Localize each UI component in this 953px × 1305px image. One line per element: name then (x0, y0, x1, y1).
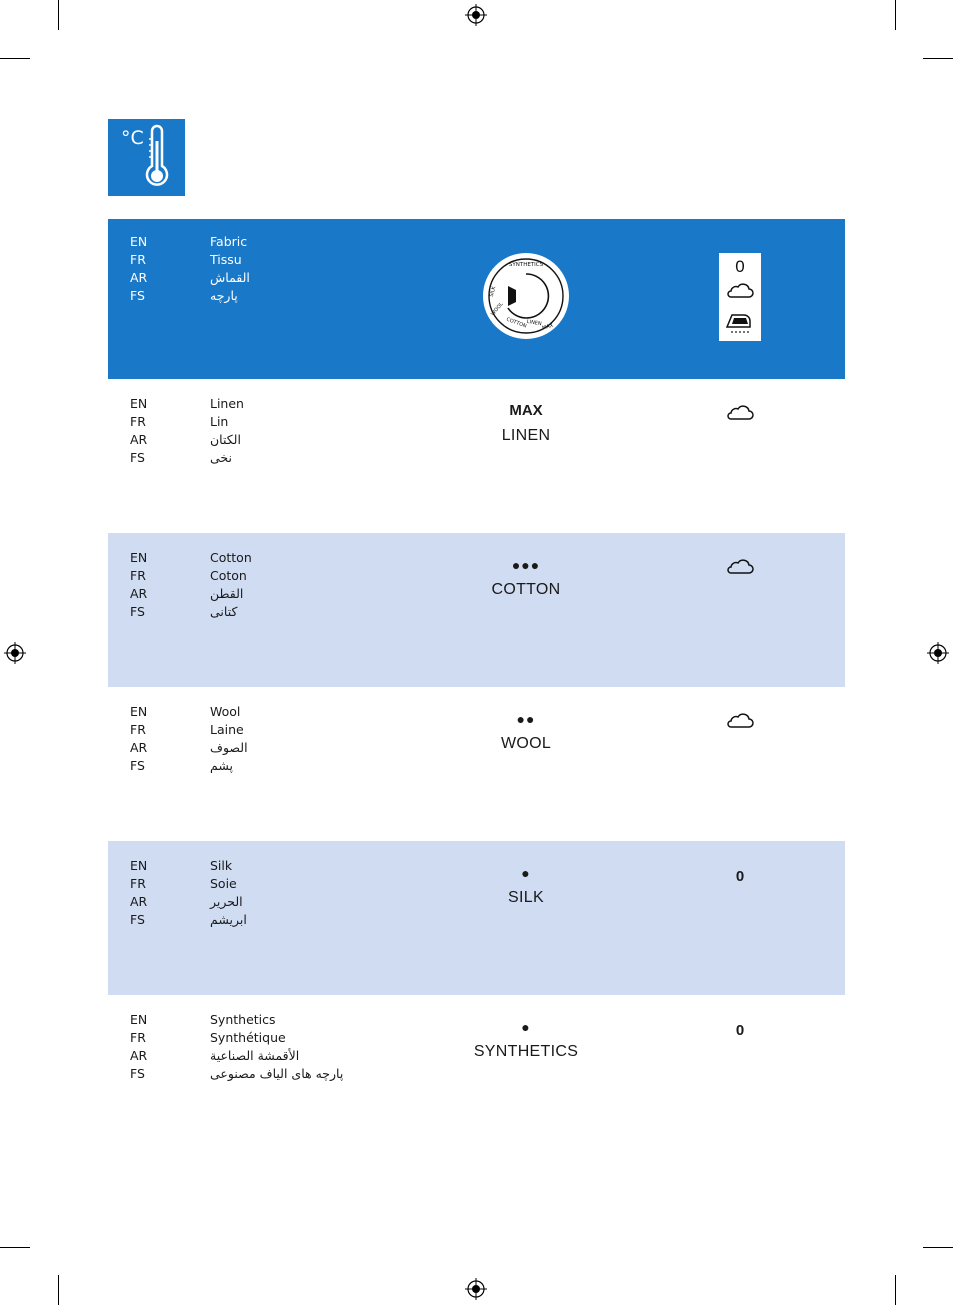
language-code: EN (130, 704, 148, 719)
celsius-unit: °C (121, 127, 144, 149)
language-code: FR (130, 722, 146, 737)
language-code: AR (130, 894, 148, 909)
steam-cloud-icon (725, 559, 755, 575)
language-code: FS (130, 912, 145, 927)
fabric-name: Coton (210, 568, 247, 583)
no-steam-symbol: 0 (735, 1022, 745, 1039)
language-code: FS (130, 758, 145, 773)
crop-mark (0, 58, 30, 59)
thermometer-tile (108, 119, 185, 196)
setting-label: LINEN (501, 427, 551, 444)
temperature-dots: ● (521, 865, 531, 881)
dial-label: COTTON (505, 316, 528, 330)
fabric-name: Cotton (210, 550, 252, 565)
language-code: AR (130, 740, 148, 755)
dial-label: MAX (541, 322, 554, 332)
fabric-name: پارچه های الیاف مصنوعی (210, 1066, 344, 1081)
temperature-setting (426, 555, 626, 599)
fabric-label: Tissu (210, 252, 242, 267)
language-code: FR (130, 252, 146, 267)
temperature-dots: MAX (509, 402, 543, 419)
fabric-name: Synthétique (210, 1030, 286, 1045)
fabric-names (210, 703, 248, 775)
language-code: FR (130, 568, 146, 583)
steam-indicator (718, 405, 762, 425)
language-code: EN (130, 396, 148, 411)
thermometer-icon (108, 119, 185, 196)
language-code: FS (130, 288, 145, 303)
fabric-label: پارچه (210, 288, 238, 303)
table-row (108, 533, 845, 687)
registration-mark-icon (4, 642, 26, 664)
fabric-names (210, 1011, 343, 1083)
language-codes (130, 395, 147, 467)
temperature-setting (426, 401, 626, 445)
dial-label: SILK (488, 285, 498, 298)
fabric-temperature-table (108, 219, 845, 1149)
fabric-name: الصوف (210, 740, 248, 755)
fabric-name: ابریشم (210, 912, 247, 927)
no-steam-symbol: 0 (735, 868, 745, 885)
iron-icon (724, 309, 756, 335)
language-code: AR (130, 1048, 148, 1063)
steam-indicator (718, 559, 762, 579)
language-code: EN (130, 550, 148, 565)
setting-label: WOOL (500, 735, 552, 752)
language-codes (130, 703, 147, 775)
language-codes (130, 857, 147, 929)
table-row (108, 379, 845, 533)
temperature-setting (426, 709, 626, 753)
crop-mark (895, 0, 896, 30)
fabric-name: کتانی (210, 604, 238, 619)
language-codes (130, 1011, 147, 1083)
fabric-name: الكتان (210, 432, 241, 447)
crop-mark (58, 1275, 59, 1305)
fabric-name: پشم (210, 758, 233, 773)
fabric-name: القطن (210, 586, 244, 601)
fabric-name: Linen (210, 396, 244, 411)
steam-indicator (718, 867, 762, 887)
crop-mark (58, 0, 59, 30)
temperature-setting (426, 1017, 626, 1061)
temperature-dots: ●●● (511, 557, 541, 573)
crop-mark (923, 58, 953, 59)
table-row (108, 841, 845, 995)
table-row (108, 995, 845, 1149)
no-steam-symbol: 0 (735, 257, 745, 276)
language-code: FS (130, 1066, 145, 1081)
table-row (108, 687, 845, 841)
steam-legend (719, 253, 761, 341)
language-code: EN (130, 234, 148, 249)
fabric-name: الحرير (210, 894, 243, 909)
setting-label: SYNTHETICS (473, 1043, 579, 1060)
crop-mark (0, 1247, 30, 1248)
language-codes (130, 233, 147, 305)
steam-cloud-icon (725, 283, 755, 299)
language-code: EN (130, 1012, 148, 1027)
language-code: FS (130, 604, 145, 619)
steam-indicator (718, 713, 762, 733)
steam-indicator (718, 1021, 762, 1041)
fabric-name: Synthetics (210, 1012, 276, 1027)
language-codes (130, 549, 147, 621)
fabric-name: Silk (210, 858, 233, 873)
registration-mark-icon (465, 1278, 487, 1300)
setting-label: COTTON (491, 581, 561, 598)
fabric-name: الأقمشة الصناعية (210, 1048, 300, 1063)
temperature-dots: ● (521, 1019, 531, 1035)
registration-mark-icon (927, 642, 949, 664)
fabric-names (210, 549, 252, 621)
temperature-dots: ●● (516, 711, 536, 727)
dial-label: WOOL (489, 301, 505, 318)
language-code: AR (130, 270, 148, 285)
crop-mark (895, 1275, 896, 1305)
temperature-setting (426, 863, 626, 907)
dial-label: LINEN (526, 318, 543, 328)
fabric-name: Wool (210, 704, 241, 719)
crop-mark (923, 1247, 953, 1248)
fabric-name: Laine (210, 722, 244, 737)
fabric-name: Soie (210, 876, 237, 891)
fabric-name: Lin (210, 414, 229, 429)
language-code: FS (130, 450, 145, 465)
language-code: EN (130, 858, 148, 873)
language-code: FR (130, 1030, 146, 1045)
dial-label: SYNTHETICS (508, 262, 544, 268)
fabric-name: نخی (210, 450, 232, 465)
language-code: AR (130, 586, 148, 601)
steam-cloud-icon (725, 713, 755, 729)
language-code: AR (130, 432, 148, 447)
temperature-dial-icon (482, 252, 570, 340)
language-code: FR (130, 876, 146, 891)
language-code: FR (130, 414, 146, 429)
steam-cloud-icon (725, 405, 755, 421)
registration-mark-icon (465, 4, 487, 26)
fabric-names (210, 395, 244, 467)
fabric-names (210, 857, 247, 929)
fabric-label: Fabric (210, 234, 248, 249)
table-header-row (108, 219, 845, 379)
fabric-label: القماش (210, 270, 250, 285)
column-title-fabric (210, 233, 250, 305)
setting-label: SILK (508, 889, 544, 906)
